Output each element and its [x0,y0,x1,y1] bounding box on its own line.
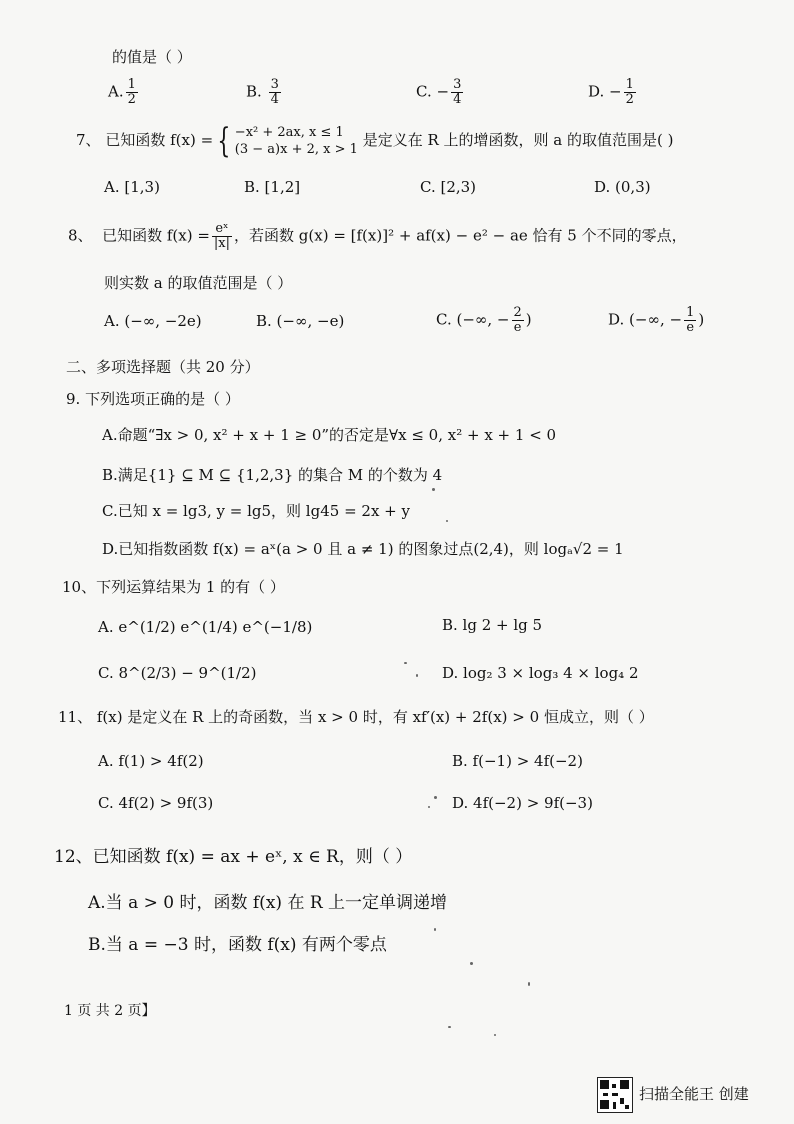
q8-c-fraction [512,306,524,335]
q9-option-c: C.已知 x = lg3, y = lg5，则 lg45 = 2x + y [102,502,410,520]
q8-frac-den: |x| [213,236,231,251]
q6-d-num: 1 [625,77,634,92]
scan-speck [494,1034,496,1036]
section-heading: 二、多项选择题（共 20 分） [66,358,260,376]
scan-speck [404,662,407,664]
q6-option-c [416,78,465,107]
q8-post: ，若函数 g(x) = [f(x)]² + af(x) − e² − ae 恰有 5 个不同的零点， [234,226,687,245]
q8-d-den: e [686,320,695,335]
q8-stem [68,222,687,251]
scan-speck [428,806,430,808]
qr-code-icon [597,1077,633,1113]
q11-stem: 11、 f(x) 是定义在 R 上的奇函数，当 x > 0 时，有 xf′(x) + 2f(x) > 0 恒成立，则（ ） [58,708,654,726]
q10-option-c: C. 8^(2/3) − 9^(1/2) [98,664,257,682]
q6-d-sign: − [609,82,622,101]
q8-d-fraction [684,306,696,335]
q7-brace: { [217,121,231,161]
q6-b-label: B. [246,82,262,101]
scan-speck [446,520,448,522]
q8-number: 8、 [68,226,93,245]
q10-option-b: B. lg 2 + lg 5 [442,616,543,634]
q9-option-d: D.已知指数函数 f(x) = aˣ(a > 0 且 a ≠ 1) 的图象过点(2,4)，则 logₐ√2 = 1 [102,540,624,558]
q7-option-c: C. [2,3) [420,178,477,196]
q8-fraction [212,222,232,251]
q8-line-2: 则实数 a 的取值范围是（ ） [104,274,293,292]
scan-speck [434,796,437,799]
q6-a-num: 1 [127,77,136,92]
q6-d-fraction [624,78,636,107]
q6-c-fraction [451,78,463,107]
q8-option-d [608,306,704,335]
q6-tail: 的值是（ ） [112,48,192,66]
q8-option-b: B. (−∞, −e) [256,312,345,330]
q12-stem: 12、已知函数 f(x) = ax + eˣ, x ∈ R，则（ ） [54,847,413,867]
q7-option-d: D. (0,3) [594,178,651,196]
q6-d-label: D. [588,82,605,101]
scan-speck [434,928,436,931]
q6-c-den: 4 [453,92,462,107]
q7-option-a: A. [1,3) [104,178,160,196]
q7-post: 是定义在 R 上的增函数，则 a 的取值范围是( ) [362,131,674,149]
q8-d-pre: D. (−∞, − [608,310,683,329]
q7-number: 7、 [76,131,101,149]
q8-pre: 已知函数 f(x) = [102,226,210,245]
scan-speck [432,488,435,491]
q7-piece-1: −x² + 2ax, x ≤ 1 [234,125,344,140]
q6-a-den: 2 [127,92,136,107]
scanner-brand-text: 扫描全能王 创建 [639,1085,749,1103]
q8-d-num: 1 [686,305,695,320]
q10-stem: 10、下列运算结果为 1 的有（ ） [62,578,285,596]
q8-option-c [436,306,532,335]
scan-speck [470,962,473,965]
q8-c-pre: C. (−∞, − [436,310,510,329]
q11-option-a: A. f(1) > 4f(2) [98,752,204,770]
q9-stem: 9. 下列选项正确的是（ ） [66,390,240,408]
q11-option-d: D. 4f(−2) > 9f(−3) [452,794,593,812]
q6-option-a [108,78,140,107]
q7-stem [76,121,674,161]
q9-option-b: B.满足{1} ⊆ M ⊆ {1,2,3} 的集合 M 的个数为 4 [102,466,443,484]
page-number: 1 页 共 2 页】 [64,1003,156,1019]
q7-pre: 已知函数 f(x) = [105,131,214,149]
scan-speck [528,982,530,986]
q11-option-b: B. f(−1) > 4f(−2) [452,752,583,770]
q8-c-den: e [513,320,522,335]
q12-option-b: B.当 a = −3 时，函数 f(x) 有两个零点 [88,935,387,955]
q8-c-post: ) [525,310,532,329]
q6-b-num: 3 [270,77,279,92]
q6-option-d [588,78,638,107]
scan-speck [416,674,418,677]
q6-b-fraction [269,78,281,107]
q6-option-b [246,78,283,107]
q6-c-label: C. [416,82,432,101]
q8-c-num: 2 [513,305,522,320]
q6-c-sign: − [436,82,450,101]
q10-option-d: D. log₂ 3 × log₃ 4 × log₄ 2 [442,664,639,682]
q8-option-a: A. (−∞, −2e) [104,312,202,330]
q9-option-a: A.命题“∃x > 0, x² + x + 1 ≥ 0”的否定是∀x ≤ 0, x² + x + 1 < 0 [102,426,557,444]
q6-d-den: 2 [625,92,634,107]
q6-a-label: A. [108,82,124,101]
q6-a-fraction [126,78,138,107]
q12-option-a: A.当 a > 0 时，函数 f(x) 在 R 上一定单调递增 [88,893,448,913]
q11-option-c: C. 4f(2) > 9f(3) [98,794,214,812]
q6-c-num: 3 [453,77,462,92]
q6-b-den: 4 [270,92,279,107]
q10-option-a: A. e^(1/2) e^(1/4) e^(−1/8) [98,618,313,636]
scan-speck [448,1026,451,1028]
q7-option-b: B. [1,2] [244,178,301,196]
q8-d-post: ) [698,310,705,329]
q8-frac-num: eˣ [212,222,232,237]
q7-piece-2: (3 − a)x + 2, x > 1 [234,142,358,157]
q7-pieces [235,124,358,158]
